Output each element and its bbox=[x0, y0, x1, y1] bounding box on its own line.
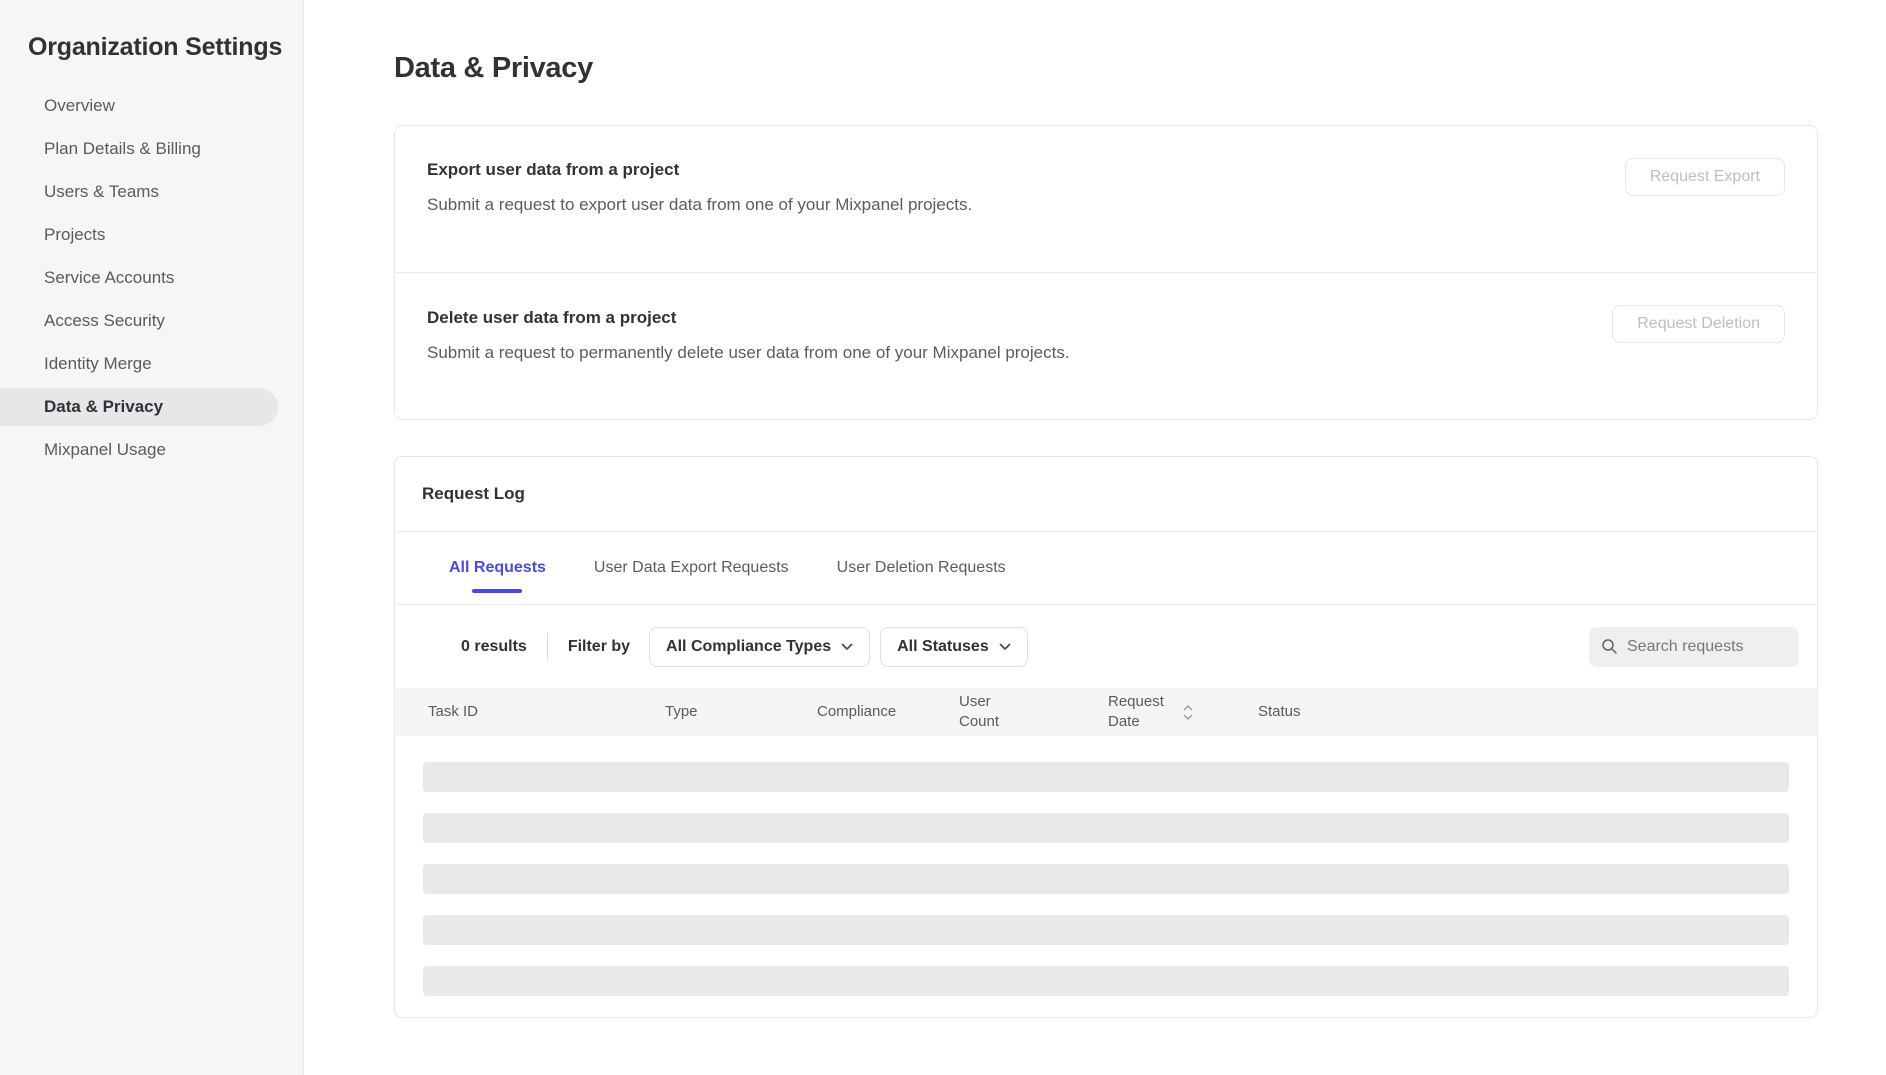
search-requests-field[interactable] bbox=[1589, 627, 1799, 667]
request-log-card bbox=[394, 456, 1818, 1018]
chevron-down-icon bbox=[841, 643, 853, 651]
placeholder-row bbox=[423, 813, 1789, 843]
tab-user-deletion-requests[interactable]: User Deletion Requests bbox=[837, 532, 1006, 604]
sidebar-item-access-security[interactable]: Access Security bbox=[44, 311, 165, 330]
sidebar-item-mixpanel-usage[interactable]: Mixpanel Usage bbox=[44, 440, 166, 459]
tab-all-requests[interactable]: All Requests bbox=[449, 532, 546, 604]
compliance-type-filter-dropdown[interactable] bbox=[649, 627, 870, 667]
request-log-title: Request Log bbox=[422, 484, 525, 503]
placeholder-row bbox=[423, 915, 1789, 945]
compliance-type-filter-label: All Compliance Types bbox=[666, 637, 832, 655]
column-header-status bbox=[1258, 702, 1817, 722]
sidebar bbox=[0, 0, 304, 1075]
column-label: Request Date bbox=[1108, 693, 1164, 730]
column-label: Compliance bbox=[817, 703, 897, 720]
request-table-header bbox=[395, 688, 1817, 736]
column-header-request-date[interactable] bbox=[1108, 692, 1258, 732]
placeholder-row bbox=[423, 966, 1789, 996]
export-user-data-section bbox=[395, 126, 1817, 272]
filter-row bbox=[395, 605, 1817, 688]
data-actions-card bbox=[394, 125, 1818, 420]
page-title: Data & Privacy bbox=[394, 52, 593, 84]
sidebar-item-service-accounts[interactable]: Service Accounts bbox=[44, 268, 175, 287]
main-content bbox=[304, 0, 1886, 1075]
sidebar-item-users-teams[interactable]: Users & Teams bbox=[44, 182, 159, 201]
sidebar-item-plan-details-billing[interactable]: Plan Details & Billing bbox=[44, 139, 201, 158]
status-filter-dropdown[interactable] bbox=[880, 627, 1028, 667]
delete-user-data-section bbox=[395, 272, 1817, 419]
sidebar-item-identity-merge[interactable]: Identity Merge bbox=[44, 354, 152, 373]
chevron-down-icon bbox=[999, 643, 1011, 651]
column-header-user-count bbox=[959, 692, 1108, 732]
sidebar-nav bbox=[0, 87, 303, 469]
column-header-compliance bbox=[817, 702, 959, 722]
export-section-description: Submit a request to export user data from one of your Mixpanel projects. bbox=[427, 195, 973, 214]
request-deletion-button[interactable]: Request Deletion bbox=[1612, 305, 1785, 343]
search-requests-input[interactable] bbox=[1627, 638, 1787, 656]
column-header-task-id bbox=[428, 702, 665, 722]
sort-icon[interactable] bbox=[1183, 704, 1193, 721]
status-filter-label: All Statuses bbox=[897, 637, 989, 655]
request-log-header bbox=[395, 457, 1817, 532]
deletion-section-title: Delete user data from a project bbox=[427, 308, 677, 327]
column-label: Status bbox=[1258, 703, 1301, 720]
filter-divider bbox=[547, 633, 548, 661]
search-icon bbox=[1601, 638, 1618, 655]
placeholder-row bbox=[423, 762, 1789, 792]
request-export-button[interactable]: Request Export bbox=[1625, 158, 1785, 196]
sidebar-item-data-privacy[interactable]: Data & Privacy bbox=[0, 388, 278, 426]
export-section-title: Export user data from a project bbox=[427, 160, 680, 179]
filter-by-label: Filter by bbox=[567, 637, 631, 655]
column-label: User Count bbox=[959, 693, 1000, 730]
sidebar-item-overview[interactable]: Overview bbox=[44, 96, 115, 115]
column-header-type bbox=[665, 702, 817, 722]
deletion-section-description: Submit a request to permanently delete user data from one of your Mixpanel projects. bbox=[427, 343, 1070, 362]
column-label: Task ID bbox=[428, 703, 479, 720]
request-table-body bbox=[395, 736, 1817, 996]
tab-user-data-export-requests[interactable]: User Data Export Requests bbox=[594, 532, 789, 604]
sidebar-title: Organization Settings bbox=[28, 33, 283, 61]
sidebar-item-projects[interactable]: Projects bbox=[44, 225, 106, 244]
column-label: Type bbox=[665, 703, 698, 720]
placeholder-row bbox=[423, 864, 1789, 894]
results-count: 0 results bbox=[461, 637, 527, 655]
request-log-tabs bbox=[395, 532, 1817, 605]
